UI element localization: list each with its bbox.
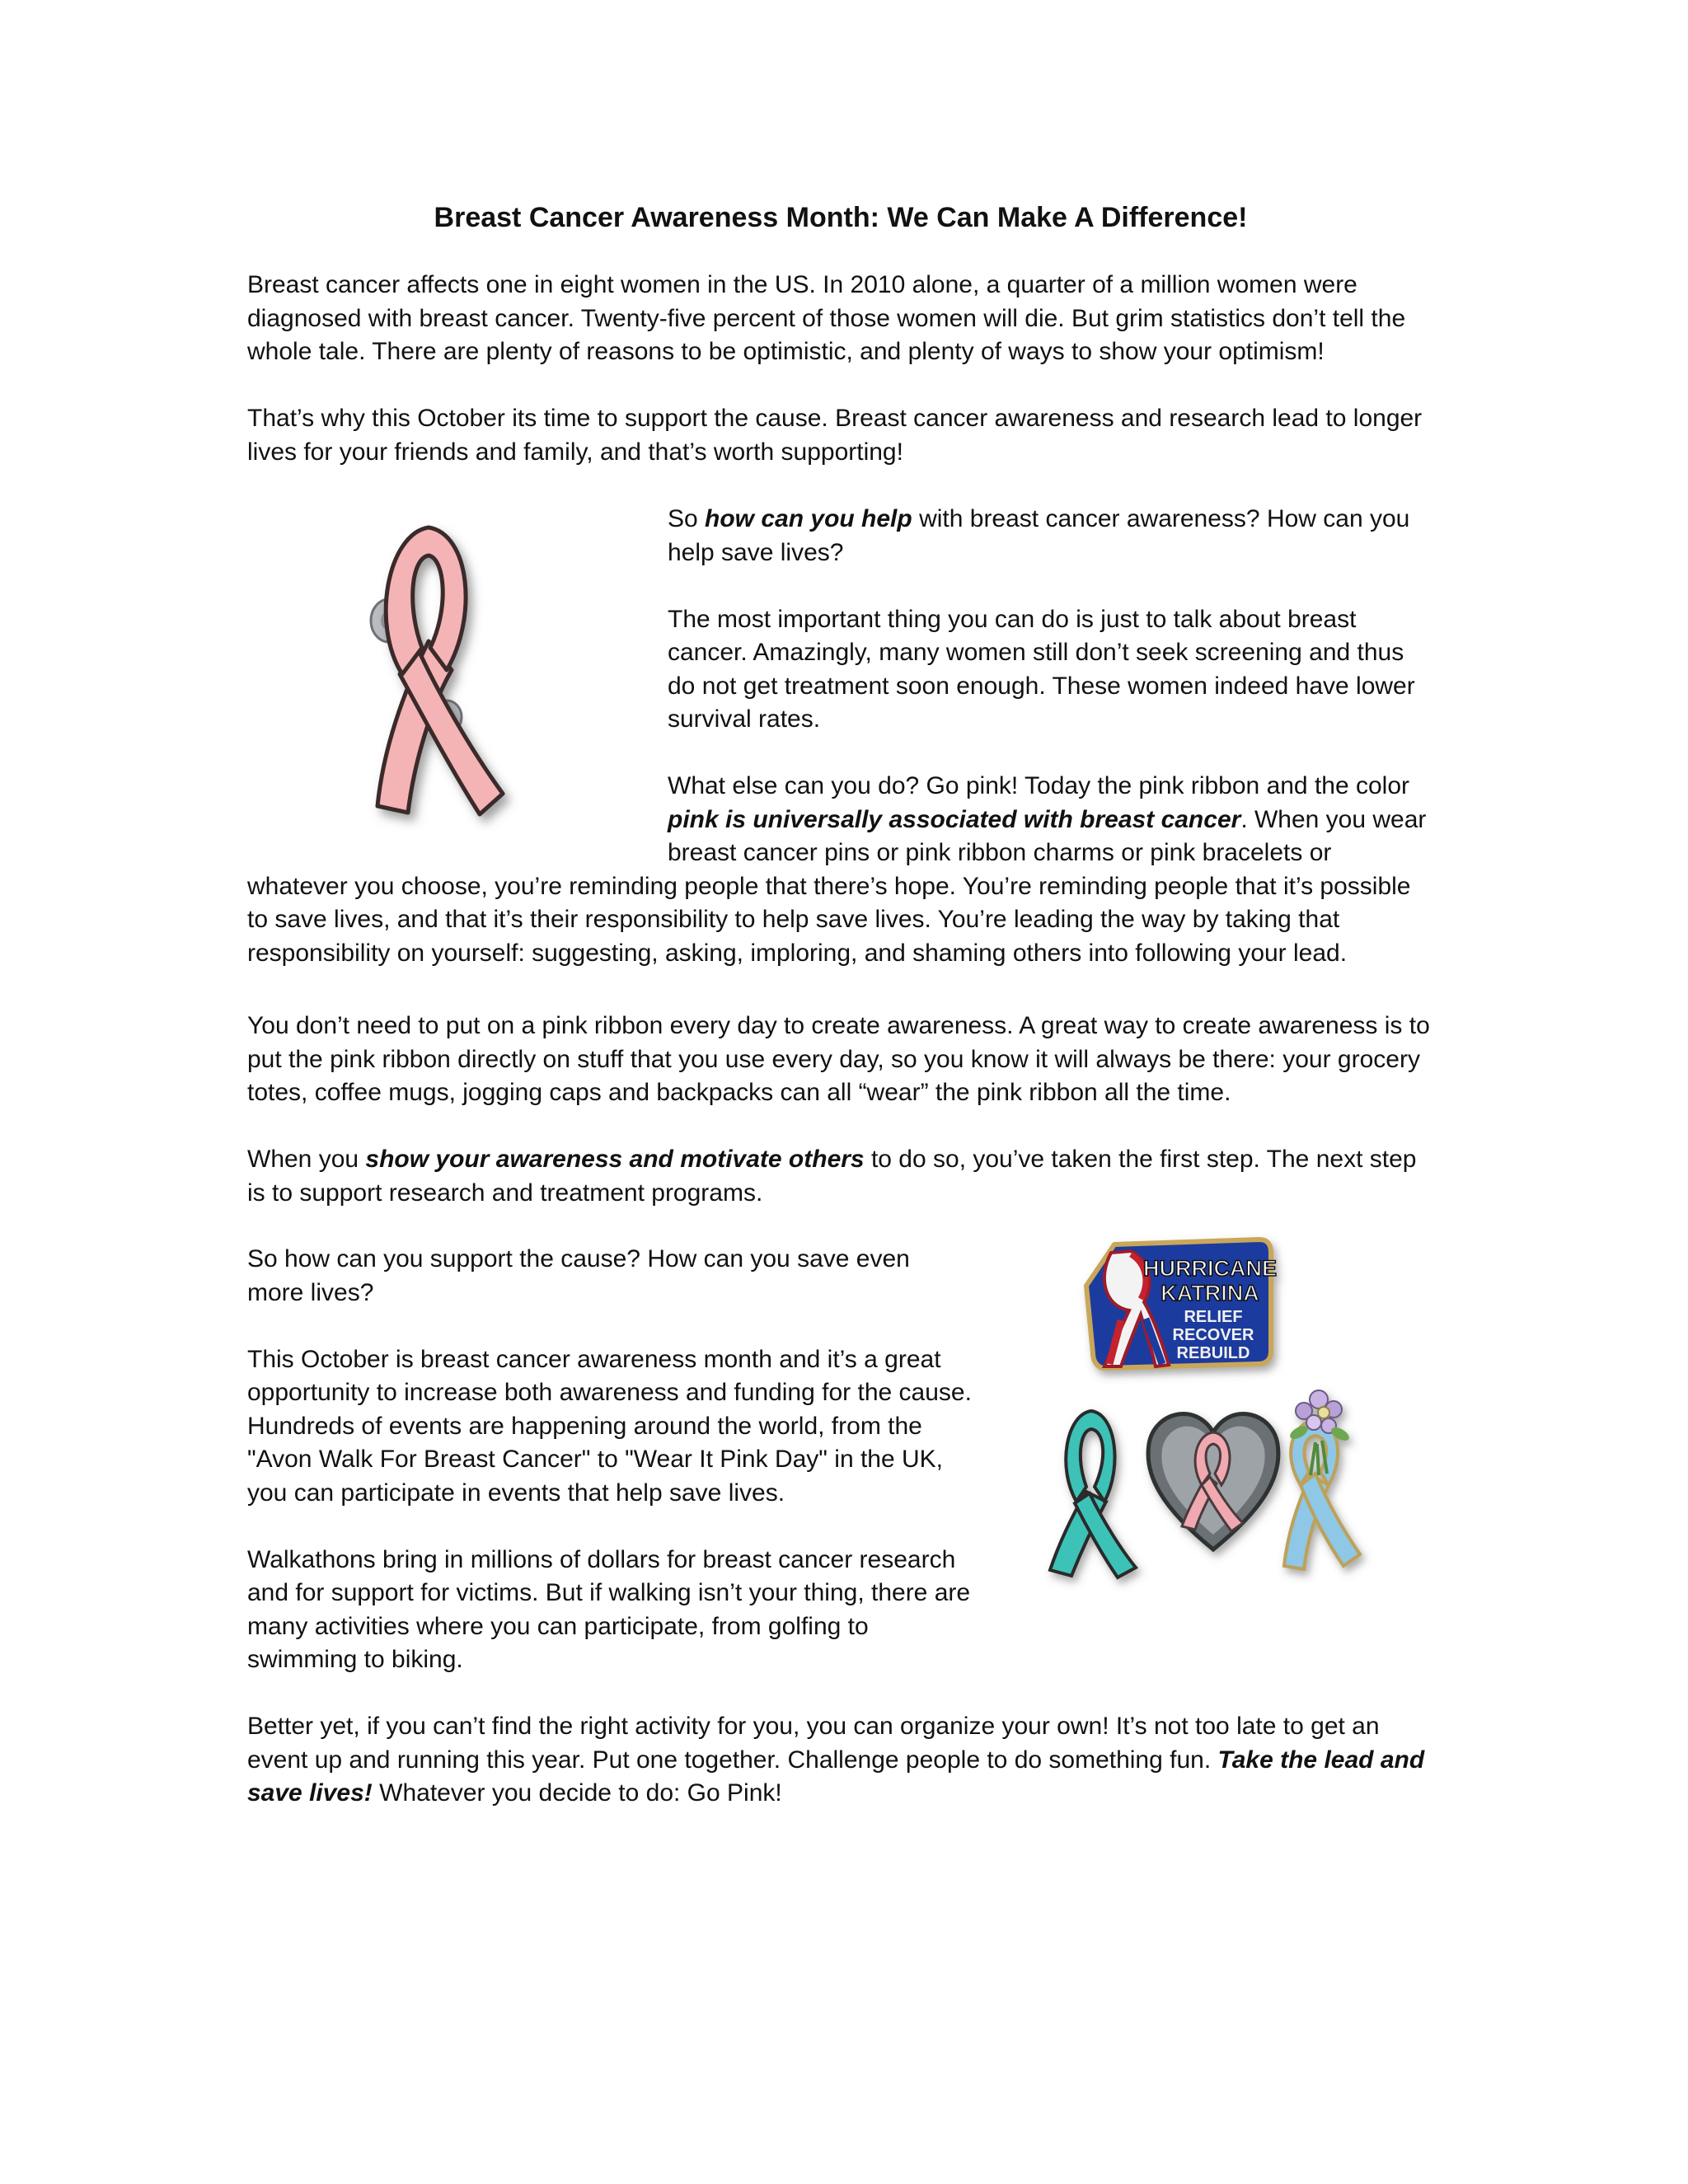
paragraph-statistics: Breast cancer affects one in eight women in the US. In 2010 alone, a quarter of a million women were diagnosed with breast cancer. Twenty-five percent of those women will die. But grim statistics don’t tell the whole tale. There are plenty of reasons to be optimistic, and plenty of ways to show your optimism!	[247, 271, 1406, 365]
section-support-cause	[247, 1243, 973, 1677]
paragraph-talk-about: The most important thing you can do is just to talk about breast cancer. Amazingly, many women still don’t seek screening and thus do not get treatment soon enough. These women indeed have lower survival rates.	[668, 605, 1415, 733]
emphasis-show-awareness: show your awareness and motivate others	[365, 1146, 865, 1173]
pink-ribbon-pin-image	[338, 501, 536, 831]
hurricane-katrina-pin-icon	[1086, 1240, 1277, 1368]
emphasis-pink-associated: pink is universally associated with breast cancer	[668, 805, 1241, 833]
svg-text:KATRINA: KATRINA	[1160, 1281, 1259, 1305]
svg-text:HURRICANE: HURRICANE	[1143, 1256, 1277, 1281]
emphasis-take-the-lead: Take the lead and save lives!	[247, 1746, 1425, 1807]
svg-text:RECOVER: RECOVER	[1172, 1326, 1254, 1344]
paragraph-show-awareness: When you show your awareness and motivate others to do so, you’ve taken the first step. The next step is to support research and treatment programs.	[247, 1146, 1417, 1207]
document-page	[247, 0, 1434, 2184]
paragraph-walkathons: Walkathons bring in millions of dollars for breast cancer research and for support for victims. But if walking isn’t your thing, there are many activities where you can participate, from golfing to swimming to biking.	[247, 1545, 971, 1673]
awareness-pins-image	[1039, 1228, 1401, 1591]
pink-ribbon-pin-icon	[338, 501, 536, 831]
heart-ribbon-pin-icon	[1148, 1414, 1278, 1549]
document-title: Breast Cancer Awareness Month: We Can Make A Difference!	[434, 202, 1248, 233]
svg-text:REBUILD: REBUILD	[1176, 1344, 1250, 1362]
paragraph-how-can-you-help: So how can you help with breast cancer awareness? How can you help save lives?	[668, 505, 1410, 566]
paragraph-go-pink: What else can you do? Go pink! Today the pink ribbon and the color pink is universally associated with breast cancer. When you wear breast cancer pins or pink ribbon charms or pink bracelets or whatever you choose, you’re reminding people that there’s hope. You’re reminding people that it’s possible to save lives, and that it’s their responsibility to help save lives. You’re leading the way by taking that responsibility on yourself: suggesting, asking, imploring, and shaming others into following your lead.	[247, 772, 1427, 967]
paragraph-wear-ribbon: You don’t need to put on a pink ribbon every day to create awareness. A great way to create awareness is to put the pink ribbon directly on stuff that you use every day, so you know it will always be there: your grocery totes, coffee mugs, jogging caps and backpacks can all “wear” the pink ribbon all the time.	[247, 1012, 1430, 1106]
paragraph-october-events: This October is breast cancer awareness month and it’s a great opportunity to increase both awareness and funding for the cause. Hundreds of events are happening around the world, from the "Avon Walk For Breast Cancer" to "Wear It Pink Day" in the UK, you can participate in events that help save lives.	[247, 1345, 972, 1507]
blue-ribbon-flower-pin-icon	[1284, 1390, 1360, 1569]
paragraph-october-support: That’s why this October its time to support the cause. Breast cancer awareness and research lead to longer lives for your friends and family, and that’s worth supporting!	[247, 405, 1423, 466]
paragraph-organize-own: Better yet, if you can’t find the right activity for you, you can organize your own! It’s not too late to get an event up and running this year. Put one together. Challenge people to do something fun. Take the lead and save lives! Whatever you decide to do: Go Pink!	[247, 1713, 1425, 1807]
teal-ribbon-pin-icon	[1050, 1411, 1136, 1577]
paragraph-support-cause: So how can you support the cause? How can you save even more lives?	[247, 1245, 910, 1306]
emphasis-how-can-you-help: how can you help	[705, 505, 912, 532]
svg-text:RELIEF: RELIEF	[1184, 1308, 1243, 1326]
